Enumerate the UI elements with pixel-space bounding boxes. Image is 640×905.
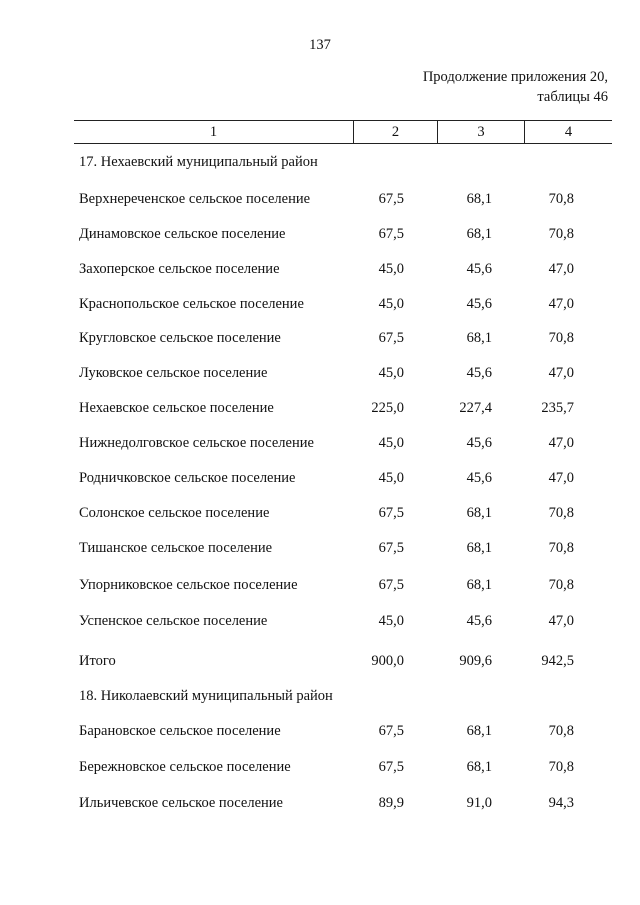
table-row bbox=[0, 470, 640, 490]
row-col-3: 45,6 bbox=[466, 261, 492, 277]
row-col-3: 68,1 bbox=[466, 759, 492, 775]
row-col-2: 89,9 bbox=[378, 795, 404, 811]
row-name: Нижнедолговское сельское поселение bbox=[79, 435, 314, 451]
row-col-2: 45,0 bbox=[378, 365, 404, 381]
table-row bbox=[0, 613, 640, 633]
row-col-4: 70,8 bbox=[548, 540, 574, 556]
row-col-4: 70,8 bbox=[548, 505, 574, 521]
row-name: Динамовское сельское поселение bbox=[79, 226, 286, 242]
row-col-3: 45,6 bbox=[466, 365, 492, 381]
row-name: Бережновское сельское поселение bbox=[79, 759, 291, 775]
table-header bbox=[74, 120, 612, 144]
row-col-3: 68,1 bbox=[466, 226, 492, 242]
table-row bbox=[0, 191, 640, 211]
row-col-2: 45,0 bbox=[378, 470, 404, 486]
row-col-2: 45,0 bbox=[378, 261, 404, 277]
row-col-4: 70,8 bbox=[548, 191, 574, 207]
row-name: Луковское сельское поселение bbox=[79, 365, 268, 381]
row-name: Кругловское сельское поселение bbox=[79, 330, 281, 346]
row-col-4: 47,0 bbox=[548, 435, 574, 451]
row-col-3: 909,6 bbox=[459, 653, 492, 669]
row-name: Верхнереченское сельское поселение bbox=[79, 191, 311, 207]
row-col-4: 70,8 bbox=[548, 330, 574, 346]
table-row bbox=[0, 577, 640, 597]
row-col-3: 68,1 bbox=[466, 191, 492, 207]
row-col-4: 942,5 bbox=[541, 653, 574, 669]
row-col-4: 70,8 bbox=[548, 226, 574, 242]
row-col-3: 45,6 bbox=[466, 296, 492, 312]
header-col-3: 3 bbox=[477, 124, 485, 140]
row-col-3: 45,6 bbox=[466, 613, 492, 629]
row-col-2: 67,5 bbox=[378, 191, 404, 207]
row-name: Упорниковское сельское поселение bbox=[79, 577, 298, 593]
row-col-2: 67,5 bbox=[378, 505, 404, 521]
row-col-2: 67,5 bbox=[378, 723, 404, 739]
row-col-2: 900,0 bbox=[371, 653, 404, 669]
row-col-2: 45,0 bbox=[378, 296, 404, 312]
row-col-2: 67,5 bbox=[378, 226, 404, 242]
row-col-2: 67,5 bbox=[378, 759, 404, 775]
row-col-3: 68,1 bbox=[466, 330, 492, 346]
row-col-4: 47,0 bbox=[548, 613, 574, 629]
row-col-3: 68,1 bbox=[466, 505, 492, 521]
row-col-4: 47,0 bbox=[548, 261, 574, 277]
table-row bbox=[0, 400, 640, 420]
row-name: Барановское сельское поселение bbox=[79, 723, 281, 739]
section-title: 17. Нехаевский муниципальный район bbox=[79, 154, 318, 170]
row-col-2: 67,5 bbox=[378, 540, 404, 556]
table-row-total bbox=[0, 653, 640, 673]
row-col-2: 67,5 bbox=[378, 577, 404, 593]
header-col-2: 2 bbox=[391, 124, 400, 140]
row-name: Краснопольское сельское поселение bbox=[79, 296, 304, 312]
table-row bbox=[0, 505, 640, 525]
row-name: Родничковское сельское поселение bbox=[79, 470, 296, 486]
table-row bbox=[0, 759, 640, 779]
table-row bbox=[0, 795, 640, 815]
row-col-4: 47,0 bbox=[548, 470, 574, 486]
table-row bbox=[0, 540, 640, 560]
row-col-3: 45,6 bbox=[466, 470, 492, 486]
header-col-4: 4 bbox=[564, 124, 573, 140]
row-col-4: 70,8 bbox=[548, 759, 574, 775]
row-name: Тишанское сельское поселение bbox=[79, 540, 273, 556]
row-col-3: 68,1 bbox=[466, 723, 492, 739]
row-col-3: 68,1 bbox=[466, 577, 492, 593]
row-col-4: 47,0 bbox=[548, 296, 574, 312]
row-col-4: 70,8 bbox=[548, 723, 574, 739]
row-col-2: 67,5 bbox=[378, 330, 404, 346]
row-col-3: 227,4 bbox=[459, 400, 492, 416]
row-col-4: 235,7 bbox=[541, 400, 574, 416]
table-row bbox=[0, 330, 640, 350]
table-row bbox=[0, 723, 640, 743]
row-name: Нехаевское сельское поселение bbox=[79, 400, 274, 416]
row-name: Итого bbox=[79, 653, 116, 669]
table-row bbox=[0, 261, 640, 281]
page-number: 137 bbox=[309, 37, 331, 53]
row-col-4: 94,3 bbox=[548, 795, 574, 811]
row-col-4: 47,0 bbox=[548, 365, 574, 381]
row-name: Успенское сельское поселение bbox=[79, 613, 268, 629]
row-col-2: 45,0 bbox=[378, 613, 404, 629]
table-row bbox=[0, 226, 640, 246]
row-col-4: 70,8 bbox=[548, 577, 574, 593]
row-col-2: 45,0 bbox=[378, 435, 404, 451]
row-col-3: 91,0 bbox=[466, 795, 492, 811]
row-col-3: 45,6 bbox=[466, 435, 492, 451]
row-name: Захоперское сельское поселение bbox=[79, 261, 280, 277]
header-col-1: 1 bbox=[209, 124, 218, 140]
row-col-3: 68,1 bbox=[466, 540, 492, 556]
row-name: Ильичевское сельское поселение bbox=[79, 795, 283, 811]
continuation-note-line1: Продолжение приложения 20, bbox=[422, 69, 608, 85]
row-col-2: 225,0 bbox=[371, 400, 404, 416]
row-name: Солонское сельское поселение bbox=[79, 505, 270, 521]
section-title: 18. Николаевский муниципальный район bbox=[79, 688, 333, 704]
table-row bbox=[0, 365, 640, 385]
table-row bbox=[0, 435, 640, 455]
continuation-note-line2: таблицы 46 bbox=[537, 89, 608, 105]
table-row bbox=[0, 296, 640, 316]
